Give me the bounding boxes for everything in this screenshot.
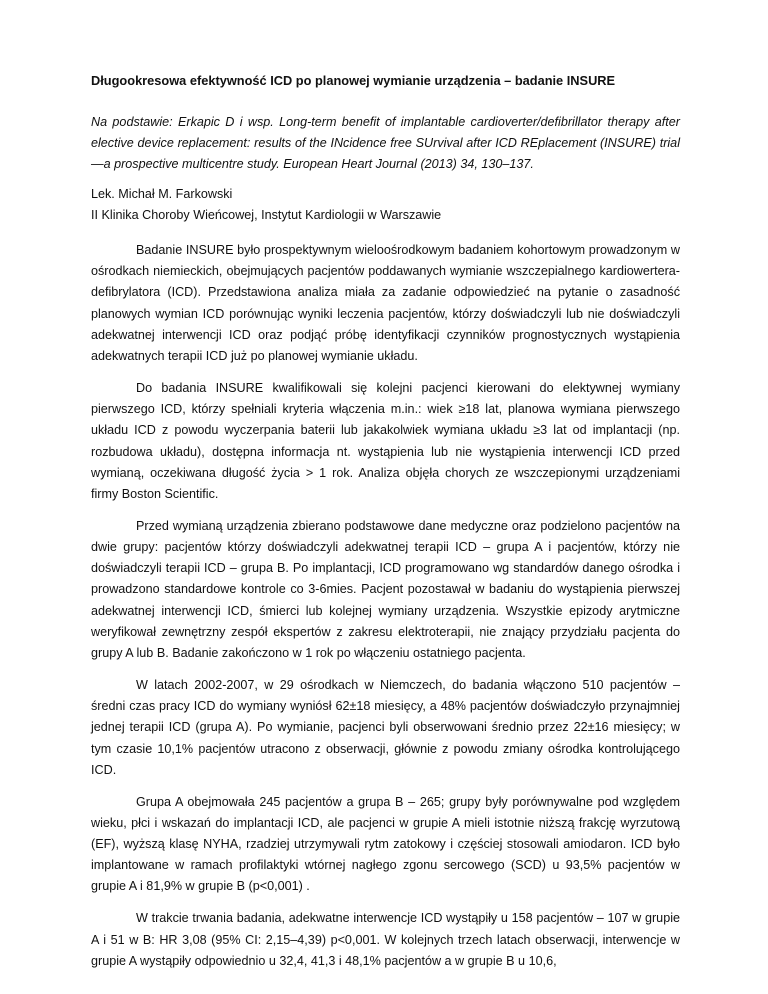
document-body	[91, 240, 680, 983]
source-citation: Na podstawie: Erkapic D i wsp. Long-term benefit of implantable cardioverter/defibrillator therapy after elective device replacement: results of the INcidence free SUrvival after ICD REplacement (INSURE) trial—a prospective multicentre study. European Heart Journal (2013) 34, 130–137.	[91, 115, 680, 171]
paragraph-4: W latach 2002-2007, w 29 ośrodkach w Niemczech, do badania włączono 510 pacjentów – średni czas pracy ICD do wymiany wyniósł 62±18 miesięcy, a 48% pacjentów doświadczyło przynajmniej jednej terapii ICD (grupa A). Po wymianie, pacjenci byli obserwowani średnio przez 22±16 miesięcy; w tym czasie 10,1% pacjentów utracono z obserwacji, głównie z powodu zmiany ośrodka kontrolującego ICD.	[91, 677, 680, 777]
paragraph-5: Grupa A obejmowała 245 pacjentów a grupa B – 265; grupy były porównywalne pod względem wieku, płci i wskazań do implantacji ICD, ale pacjenci w grupie A mieli istotnie niższą frakcję wyrzutową (EF), wyższą klasę NYHA, rzadziej utrzymywali rytm zatokowy i częściej stosowali amiodaron. ICD było implantowane w ramach profilaktyki wtórnej nagłego zgonu sercowego (SCD) u 93,5% pacjentów w grupie A i 81,9% w grupie B (p<0,001) .	[91, 794, 680, 894]
paragraph-2: Do badania INSURE kwalifikowali się kolejni pacjenci kierowani do elektywnej wymiany pierwszego ICD, którzy spełniali kryteria włączenia m.in.: wiek ≥18 lat, planowa wymiana pierwszego układu ICD z powodu wyczerpania baterii lub jakakolwiek wymiana układu ≥3 lat od implantacji (np. rozbudowa układu), dostępna informacja nt. wystąpienia lub nie wystąpienia interwencji ICD przed wymianą, oczekiwana długość życia > 1 rok. Analiza objęła chorych ze wszczepionymi urządzeniami firmy Boston Scientific.	[91, 380, 680, 501]
author-block	[91, 184, 680, 225]
paragraph-1: Badanie INSURE było prospektywnym wieloośrodkowym badaniem kohortowym prowadzonym w ośrodkach niemieckich, obejmujących pacjentów poddawanych wymianie wszczepialnego kardiowertera-defibrylatora (ICD). Przedstawiona analiza miała za zadanie odpowiedzieć na pytanie o zasadność planowych wymian ICD porównując wyniki leczenia pacjentów, którzy doświadczyli lub nie doświadczyli adekwatnej interwencji ICD oraz podjąć próbę identyfikacji czynników prognostycznych wystąpienia adekwatnych terapii ICD już po planowej wymianie układu.	[91, 243, 680, 364]
author-affiliation: II Klinika Choroby Wieńcowej, Instytut Kardiologii w Warszawie	[91, 207, 442, 222]
paragraph-3: Przed wymianą urządzenia zbierano podstawowe dane medyczne oraz podzielono pacjentów na dwie grupy: pacjentów którzy doświadczyli adekwatnej terapii ICD – grupa A i pacjentów, którzy nie doświadczyli terapii ICD – grupa B. Po implantacji, ICD programowano wg standardów danego ośrodka i prowadzono standardowe kontrole co 3-6mies. Pacjent pozostawał w badaniu do wystąpienia pierwszej adekwatnej interwencji ICD, śmierci lub kolejnej wymiany urządzenia. Wszystkie epizody arytmiczne weryfikował zewnętrzny zespół ekspertów z zakresu elektroterapii, nie znający przydziału pacjenta do grupy A lub B. Badanie zakończono w 1 rok po włączeniu ostatniego pacjenta.	[91, 518, 680, 661]
paragraph-6: W trakcie trwania badania, adekwatne interwencje ICD wystąpiły u 158 pacjentów – 107 w grupie A i 51 w B: HR 3,08 (95% CI: 2,15–4,39) p<0,001. W kolejnych trzech latach obserwacji, interwencje w grupie A wystąpiły odpowiednio u 32,4, 41,3 i 48,1% pacjentów a w grupie B u 10,6,	[91, 911, 680, 968]
author-name: Lek. Michał M. Farkowski	[91, 187, 233, 201]
document-title: Długookresowa efektywność ICD po planowej wymianie urządzenia – badanie INSURE	[91, 73, 616, 88]
